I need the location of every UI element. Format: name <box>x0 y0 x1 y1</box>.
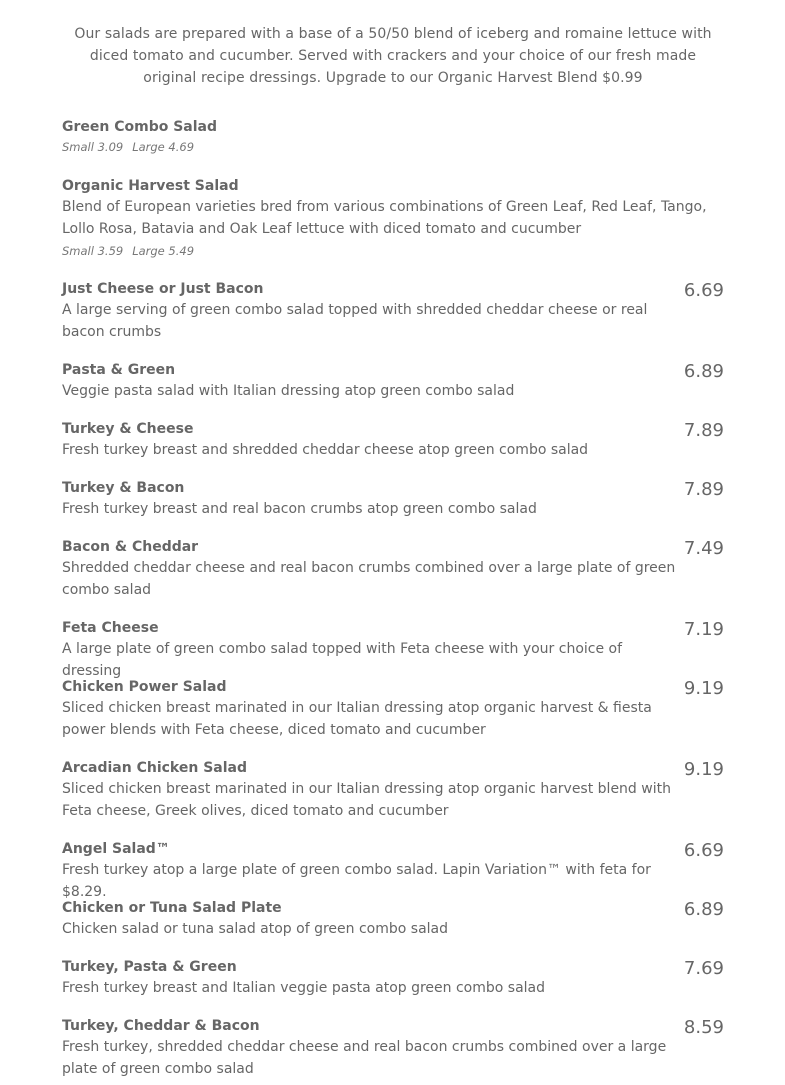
item-description: Fresh turkey breast and shredded cheddar cheese atop green combo salad <box>62 442 589 458</box>
item-name: Feta Cheese <box>62 620 159 636</box>
item-name: Chicken or Tuna Salad Plate <box>62 900 282 916</box>
item-price: 6.69 <box>683 840 724 861</box>
menu-item-turkey-and-bacon <box>62 478 724 520</box>
item-price: 9.19 <box>683 759 724 780</box>
item-price: 7.89 <box>683 420 724 441</box>
menu-item-turkey-and-cheese <box>62 419 724 461</box>
item-description: A large plate of green combo salad topped with Feta cheese with your choice of dressing <box>62 641 623 679</box>
menu-item-green-combo-salad <box>62 117 724 157</box>
item-price: 7.19 <box>683 619 724 640</box>
item-name: Bacon & Cheddar <box>62 539 199 555</box>
item-description: A large serving of green combo salad topped with shredded cheddar cheese or real bacon crumbs <box>62 302 648 340</box>
menu-item-arcadian-chicken-salad <box>62 758 724 822</box>
menu-item-turkey-pasta-and-green <box>62 957 724 999</box>
small-price: Small 3.09 <box>62 140 124 154</box>
item-name: Green Combo Salad <box>62 119 218 135</box>
item-name: Turkey & Bacon <box>62 480 185 496</box>
item-price: 6.89 <box>683 899 724 920</box>
item-price: 6.69 <box>683 280 724 301</box>
item-description: Veggie pasta salad with Italian dressing atop green combo salad <box>62 383 515 399</box>
menu-item-feta-cheese <box>62 618 724 682</box>
item-description: Fresh turkey breast and Italian veggie pasta atop green combo salad <box>62 980 546 996</box>
menu-item-organic-harvest-salad <box>62 176 724 261</box>
menu-item-just-cheese-or-just-bacon <box>62 279 724 343</box>
item-description: Sliced chicken breast marinated in our Italian dressing atop organic harvest & fiesta power blends with Feta cheese, diced tomato and cucumber <box>62 700 652 738</box>
item-name: Organic Harvest Salad <box>62 178 239 194</box>
item-description: Blend of European varieties bred from various combinations of Green Leaf, Red Leaf, Tango, Lollo Rosa, Batavia and Oak Leaf lettuce with diced tomato and cucumber <box>62 199 707 237</box>
item-sizes <box>62 137 724 157</box>
item-name: Just Cheese or Just Bacon <box>62 281 264 297</box>
item-name: Arcadian Chicken Salad <box>62 760 248 776</box>
menu-item-turkey-cheddar-and-bacon <box>62 1016 724 1080</box>
item-name: Pasta & Green <box>62 362 176 378</box>
large-price: Large 5.49 <box>132 244 195 258</box>
menu-item-bacon-and-cheddar <box>62 537 724 601</box>
menu-item-chicken-power-salad <box>62 677 724 741</box>
item-description: Fresh turkey breast and real bacon crumbs atop green combo salad <box>62 501 537 517</box>
menu-item-pasta-and-green <box>62 360 724 402</box>
item-price: 9.19 <box>683 678 724 699</box>
item-price: 6.89 <box>683 361 724 382</box>
item-description: Sliced chicken breast marinated in our Italian dressing atop organic harvest blend with Feta cheese, Greek olives, diced tomato and cucumber <box>62 781 671 819</box>
menu-item-chicken-or-tuna-salad-plate <box>62 898 724 940</box>
menu-intro: Our salads are prepared with a base of a 50/50 blend of iceberg and romaine lettuce with diced tomato and cucumber. Served with crackers and your choice of our fresh made original recipe dressings. Upgrade to our Organic Harvest Blend $0.99 <box>74 26 712 86</box>
item-name: Turkey & Cheese <box>62 421 194 437</box>
item-name: Chicken Power Salad <box>62 679 227 695</box>
item-name: Turkey, Pasta & Green <box>62 959 237 975</box>
item-description: Chicken salad or tuna salad atop of green combo salad <box>62 921 449 937</box>
item-name: Angel Salad™ <box>62 841 170 857</box>
item-name: Turkey, Cheddar & Bacon <box>62 1018 260 1034</box>
item-description: Shredded cheddar cheese and real bacon crumbs combined over a large plate of green combo salad <box>62 560 676 598</box>
menu-item-angel-salad <box>62 839 724 903</box>
item-price: 7.69 <box>683 958 724 979</box>
item-description: Fresh turkey atop a large plate of green combo salad. Lapin Variation™ with feta for $8.29. <box>62 862 651 900</box>
small-price: Small 3.59 <box>62 244 124 258</box>
item-sizes <box>62 241 724 261</box>
item-description: Fresh turkey, shredded cheddar cheese and real bacon crumbs combined over a large plate of green combo salad <box>62 1039 667 1077</box>
item-price: 7.49 <box>683 538 724 559</box>
item-price: 8.59 <box>683 1017 724 1038</box>
item-price: 7.89 <box>683 479 724 500</box>
large-price: Large 4.69 <box>132 140 195 154</box>
